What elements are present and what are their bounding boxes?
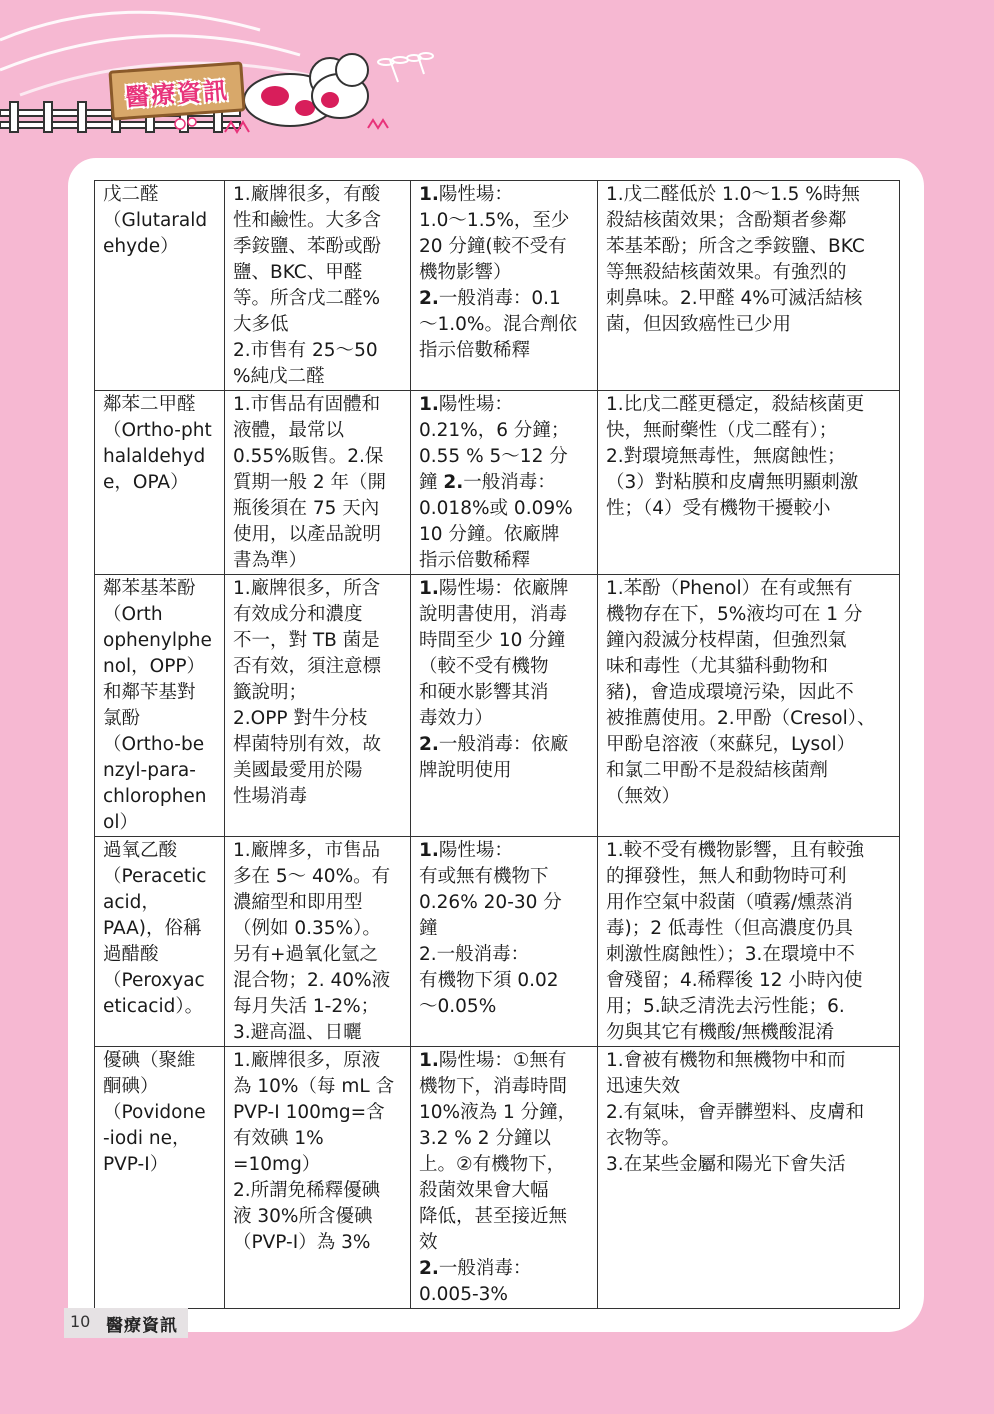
cell-product (225, 575, 411, 837)
cell-line: nzyl-para- (103, 760, 196, 781)
step-number: 2. (419, 1258, 439, 1279)
cell-line: 酮碘） (103, 1076, 159, 1097)
cell-line: =10mg） (233, 1154, 321, 1175)
cell-line: 有或無有機物下 (419, 866, 549, 887)
cell-line: 1.0～1.5%，至少 (419, 210, 570, 231)
step-text: 一般消毒： (438, 1258, 532, 1279)
cell-line: 會殘留；4.稀釋後 12 小時內使 (606, 970, 863, 991)
cell-line: 濃縮型和即用型 (233, 892, 363, 913)
cell-line: ～0.05% (419, 996, 497, 1017)
cell-line: 1.苯酚（Phenol）在有或無有 (606, 578, 853, 599)
cell-line (419, 182, 591, 208)
table-row (95, 575, 900, 837)
cell-line: 降低，甚至接近無 (419, 1206, 568, 1227)
cell-line: 有效成分和濃度 (233, 604, 363, 625)
cell-line: 0.55 % 5～12 分 (419, 446, 568, 467)
cell-line: nol，OPP） (103, 656, 206, 677)
cell-line: 2.市售有 25～50 (233, 340, 378, 361)
cell-line (419, 1048, 591, 1074)
step-text: 陽性場： (438, 184, 513, 205)
cell-line: 鄰苯基苯酚 (103, 578, 196, 599)
cell-line: PVP-I 100mg=含 (233, 1102, 385, 1123)
cell-line: （Ortho-pht (103, 420, 212, 441)
cell-usage (411, 837, 598, 1047)
step-number: 1. (419, 578, 439, 599)
cell-line: 另有+過氧化氫之 (233, 944, 379, 965)
cell-line: 指示倍數稀釋 (419, 340, 531, 361)
cell-line: 2.所謂免稀釋優碘 (233, 1180, 381, 1201)
cell-line: PVP-I） (103, 1154, 169, 1175)
page-header (0, 0, 994, 160)
table-body (95, 181, 900, 1309)
cell-line: 殺菌效果會大幅 (419, 1180, 549, 1201)
cell-line: 優碘（聚維 (103, 1050, 196, 1071)
cell-notes (598, 575, 900, 837)
cell-line: 效 (419, 1232, 438, 1253)
cell-product (225, 837, 411, 1047)
cell-line: （3）對粘膜和皮膚無明顯刺激 (606, 472, 859, 493)
cell-line: 苯基苯酚；所含之季銨鹽、BKC (606, 236, 865, 257)
cell-line: （例如 0.35%）。 (233, 918, 381, 939)
cell-line: （較不受有機物 (419, 656, 549, 677)
cell-line: 鐘 (419, 918, 438, 939)
cell-line: （無效） (606, 786, 681, 807)
cell-line: 和硬水影響其消 (419, 682, 549, 703)
cell-line: 1.戊二醛低於 1.0～1.5 %時無 (606, 184, 860, 205)
cell-line: ophenylphe (103, 630, 212, 651)
step-text: 一般消毒：依廠 (438, 734, 569, 755)
cell-line: 1.廠牌多，市售品 (233, 840, 381, 861)
cell-line: 多在 5～ 40%。有 (233, 866, 391, 887)
table-row (95, 837, 900, 1047)
cell-line: 指示倍數稀釋 (419, 550, 531, 571)
cell-name (95, 181, 225, 391)
cell-product (225, 1047, 411, 1309)
cell-line: 牌說明使用 (419, 760, 512, 781)
cell-line: chlorophen (103, 786, 207, 807)
cell-line: 書為準） (233, 550, 308, 571)
cell-line: 大多低 (233, 314, 289, 335)
disinfectant-table (94, 180, 900, 1309)
cell-line: 10 分鐘。依廠牌 (419, 524, 560, 545)
cell-line: 氯酚 (103, 708, 141, 729)
cell-usage (411, 575, 598, 837)
cell-line: 快，無耐藥性（戊二醛有）； (606, 420, 838, 441)
cell-line: 季銨鹽、苯酚或酚 (233, 236, 382, 257)
cell-line: （Orth (103, 604, 163, 625)
step-text: 一般消毒：0.1 (438, 288, 561, 309)
step-text: 陽性場：①無有 (438, 1050, 567, 1071)
cell-product (225, 181, 411, 391)
cell-line: e，OPA） (103, 472, 189, 493)
cell-line: 1.市售品有固體和 (233, 394, 381, 415)
cell-name (95, 391, 225, 575)
step-number: 2. (419, 734, 439, 755)
cell-line: 20 分鐘(較不受有 (419, 236, 567, 257)
cell-line: （PVP-I）為 3% (233, 1232, 371, 1253)
cell-line: -iodi ne， (103, 1128, 191, 1149)
cell-line: 籤說明； (233, 682, 308, 703)
step-number: 2. (419, 288, 439, 309)
cell-line: 3.在某些金屬和陽光下會失活 (606, 1154, 846, 1175)
cell-line: 1.廠牌很多，有酸 (233, 184, 381, 205)
cell-line: 毒)；2 低毒性（但高濃度仍具 (606, 918, 853, 939)
cell-line: 豬)，會造成環境污染，因此不 (606, 682, 854, 703)
cell-line: 美國最愛用於陽 (233, 760, 363, 781)
cell-line: 刺激性腐蝕性）；3.在環境中不 (606, 944, 855, 965)
cell-line (419, 1256, 591, 1282)
cell-line: 等無殺結核菌效果。有強烈的 (606, 262, 847, 283)
cell-line: 1.廠牌很多，所含 (233, 578, 381, 599)
cell-line: 機物存在下，5%液均可在 1 分 (606, 604, 863, 625)
step-text: 鐘 (419, 472, 444, 493)
cell-line: 殺結核菌效果；含酚類者參鄰 (606, 210, 847, 231)
cell-notes (598, 837, 900, 1047)
cell-line: 否有效，須注意標 (233, 656, 382, 677)
cell-line: 機物下，消毒時間 (419, 1076, 568, 1097)
cell-line: 性和鹼性。大多含 (233, 210, 382, 231)
cell-product (225, 391, 411, 575)
cell-line: 10%液為 1 分鐘， (419, 1102, 577, 1123)
cell-line (419, 576, 591, 602)
cell-line: 0.005-3% (419, 1284, 508, 1305)
cell-line: 3.2 % 2 分鐘以 (419, 1128, 551, 1149)
cell-line: 0.55%販售。2.保 (233, 446, 384, 467)
cell-notes (598, 391, 900, 575)
cell-line: 鄰苯二甲醛 (103, 394, 196, 415)
cell-line: 性場消毒 (233, 786, 308, 807)
cell-name (95, 1047, 225, 1309)
dragonfly-icon (378, 53, 433, 82)
cell-line: 液體，最常以 (233, 420, 345, 441)
cell-line: 迅速失效 (606, 1076, 681, 1097)
cell-line: （Glutarald (103, 210, 208, 231)
cell-usage (411, 181, 598, 391)
cell-line: （Ortho-be (103, 734, 205, 755)
step-text: 陽性場： (438, 840, 513, 861)
cell-notes (598, 1047, 900, 1309)
cell-name (95, 837, 225, 1047)
cell-line: 2.一般消毒： (419, 944, 530, 965)
cell-line: 被推薦使用。2.甲酚（Cresol）、 (606, 708, 876, 729)
cell-line: 鹽、BKC、甲醛 (233, 262, 363, 283)
cell-line: 混合物；2. 40%液 (233, 970, 391, 991)
cell-line: 味和毒性（尤其貓科動物和 (606, 656, 829, 677)
cell-line: 性；（4）受有機物干擾較小 (606, 498, 831, 519)
cell-line: 有效碘 1% (233, 1128, 324, 1149)
step-number: 1. (419, 184, 439, 205)
cell-line: 2.對環境無毒性，無腐蝕性； (606, 446, 846, 467)
table-row (95, 1047, 900, 1309)
cell-line: 液 30%所含優碘 (233, 1206, 373, 1227)
cell-line: 為 10%（每 mL 含 (233, 1076, 395, 1097)
cell-line: 等。所含戊二醛% (233, 288, 381, 309)
cell-line: 刺鼻味。2.甲醛 4%可滅活結核 (606, 288, 863, 309)
step-number: 1. (419, 394, 439, 415)
cell-line: 衣物等。 (606, 1128, 681, 1149)
cell-line: （Peroxyac (103, 970, 205, 991)
cell-line (419, 838, 591, 864)
cell-line: 0.21%，6 分鐘； (419, 420, 570, 441)
cell-line: 和鄰苄基對 (103, 682, 196, 703)
cell-line: halaldehyd (103, 446, 206, 467)
cell-line: （Povidone (103, 1102, 206, 1123)
cell-line: 戊二醛 (103, 184, 159, 205)
cell-line: 毒效力） (419, 708, 494, 729)
cell-line: 瓶後須在 75 天內 (233, 498, 380, 519)
cell-line: 和氯二甲酚不是殺結核菌劑 (606, 760, 829, 781)
cell-line: （Peracetic (103, 866, 207, 887)
cell-line: 上。②有機物下， (419, 1154, 566, 1175)
cell-line: %純戊二醛 (233, 366, 325, 387)
cell-line: 每月失活 1-2%； (233, 996, 380, 1017)
cell-line: 用；5.缺乏清洗去污性能；6. (606, 996, 845, 1017)
cell-line: 1.較不受有機物影響，且有較強 (606, 840, 865, 861)
cell-line: 3.避高溫、日曬 (233, 1022, 362, 1043)
page-number: 10 (70, 1312, 91, 1331)
cell-line: 勿與其它有機酸/無機酸混淆 (606, 1022, 835, 1043)
cell-usage (411, 1047, 598, 1309)
cell-line: 時間至少 10 分鐘 (419, 630, 566, 651)
cell-line (419, 286, 591, 312)
cell-line: 鐘內殺滅分枝桿菌，但強烈氣 (606, 630, 847, 651)
cell-line: 使用，以產品說明 (233, 524, 382, 545)
cell-line: 菌，但因致癌性已少用 (606, 314, 792, 335)
cell-line: 桿菌特別有效，故 (233, 734, 382, 755)
step-number: 1. (419, 840, 439, 861)
cell-line: 機物影響） (419, 262, 512, 283)
brand-title: 醫療資訊 (124, 75, 231, 112)
cell-line: 2.有氣味，會弄髒塑料、皮膚和 (606, 1102, 865, 1123)
cell-line: 質期一般 2 年（開 (233, 472, 387, 493)
step-text: 陽性場： (438, 394, 513, 415)
footer-title: 醫療資訊 (106, 1316, 178, 1336)
cell-line (419, 470, 591, 496)
cell-line: acid， (103, 892, 160, 913)
table-row (95, 181, 900, 391)
step-number: 2. (443, 472, 464, 493)
cell-line: 1.廠牌很多，原液 (233, 1050, 381, 1071)
step-text: 陽性場：依廠牌 (438, 578, 569, 599)
cell-line: 過氧乙酸 (103, 840, 178, 861)
cell-line: ～1.0%。混合劑依 (419, 314, 578, 335)
step-text: 一般消毒： (463, 472, 556, 493)
step-number: 1. (419, 1050, 439, 1071)
cell-line: ehyde） (103, 236, 179, 257)
cell-notes (598, 181, 900, 391)
cell-line: 1.會被有機物和無機物中和而 (606, 1050, 846, 1071)
cell-line: eticacid）。 (103, 996, 204, 1017)
cell-line: 1.比戊二醛更穩定，殺結核菌更 (606, 394, 865, 415)
cell-line: 不一，對 TB 菌是 (233, 630, 380, 651)
cell-line (419, 732, 591, 758)
cell-line: 過醋酸 (103, 944, 159, 965)
cell-line: 甲酚皂溶液（來蘇兒，Lysol） (606, 734, 856, 755)
cell-line: 用作空氣中殺菌（噴霧/燻蒸消 (606, 892, 853, 913)
cell-line: 0.018%或 0.09% (419, 498, 573, 519)
cell-name (95, 575, 225, 837)
cell-line: 2.OPP 對牛分枝 (233, 708, 368, 729)
cell-line: 0.26% 20-30 分 (419, 892, 562, 913)
cell-line: 有機物下須 0.02 (419, 970, 559, 991)
cell-usage (411, 391, 598, 575)
brand-sign (108, 61, 245, 120)
cell-line: 說明書使用，消毒 (419, 604, 568, 625)
cell-line (419, 392, 591, 418)
cell-line: ol） (103, 812, 138, 833)
table-row (95, 391, 900, 575)
cell-line: PAA)，俗稱 (103, 918, 202, 939)
cell-line: 的揮發性，無人和動物時可利 (606, 866, 847, 887)
